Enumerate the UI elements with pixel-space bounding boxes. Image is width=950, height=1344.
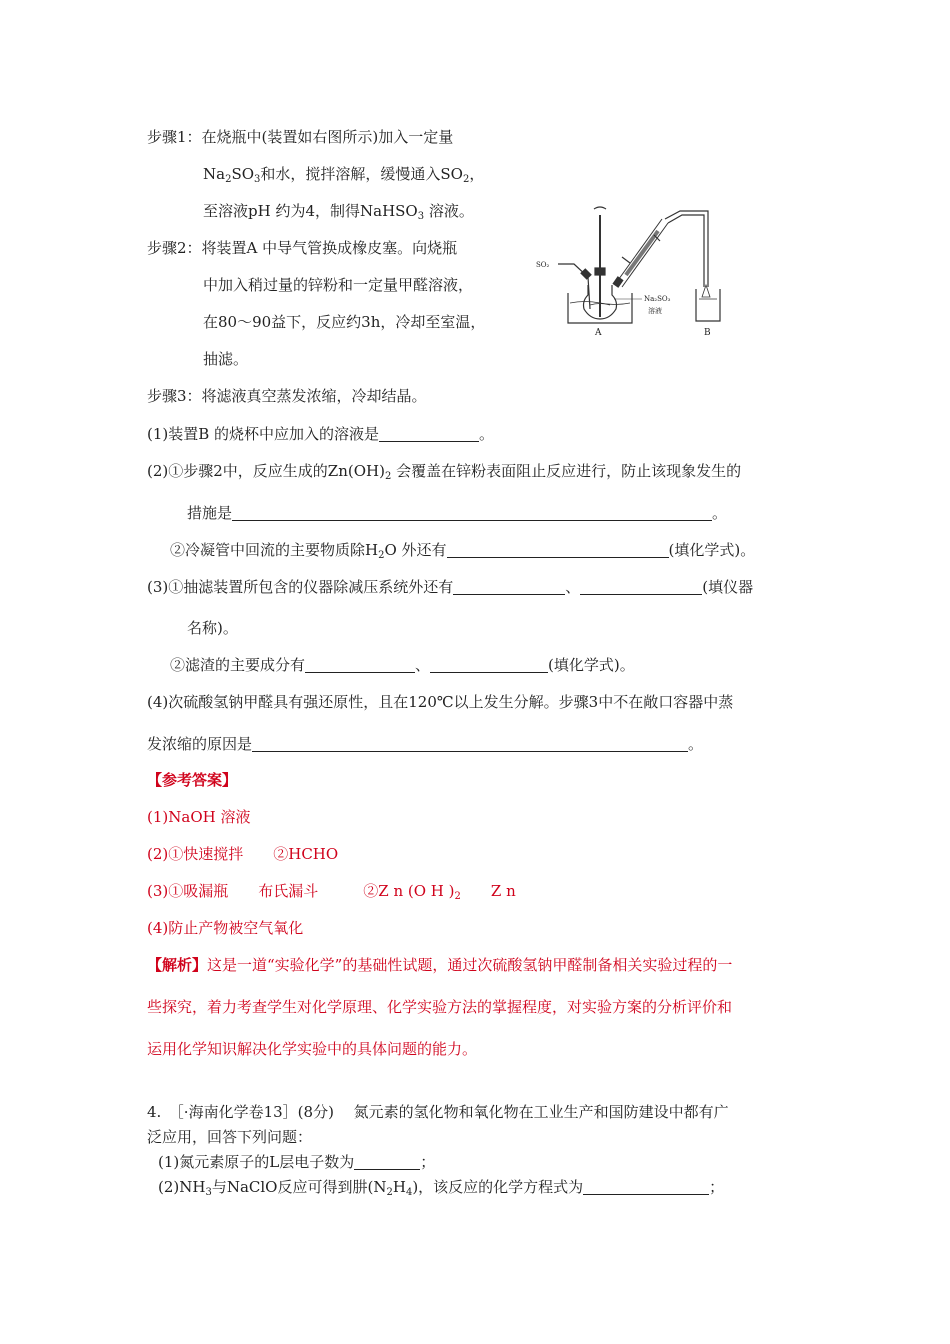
answer-4: (4)防止产物被空气氧化 [147, 919, 304, 937]
q4-sub1: (1)氮元素原子的L层电子数为 ； [158, 1153, 436, 1171]
q4-sub2: $(2)NH_3$与NaClO反应可得到肼$(N_2H_4)$，该反应的化学方程式为 ； [158, 1178, 725, 1198]
step2-line4: 抽滤。 [203, 350, 249, 368]
answer-blank-q4-2[interactable] [583, 1178, 709, 1195]
answer-blank-2a[interactable] [232, 504, 712, 521]
step2-line3: 在80～90益下，反应约3h，冷却至室温， [203, 313, 486, 331]
answer-blank-3b[interactable] [580, 578, 702, 595]
label-na2so3: Na₂SO₃ [644, 295, 671, 303]
label-solution: 溶液 [648, 307, 662, 315]
question-3-line3: ②滤渣的主要成分有 、 (填化学式)。 [170, 656, 635, 674]
question-3-line1: (3)①抽滤装置所包含的仪器除减压系统外还有 、 (填仪器 [147, 578, 754, 596]
q4-heading-line1: 4. ［·海南化学卷13］(8分) 氮元素的氢化物和氧化物在工业生产和国防建设中都有广 [147, 1103, 729, 1121]
step1-line2: $Na_2SO_3$和水，搅拌溶解，缓慢通入$SO_2$， [203, 165, 485, 185]
answer-blank-3a[interactable] [453, 578, 565, 595]
question-2-line3: ②冷凝管中回流的主要物质除$H_2O$ 外还有 (填化学式)。 [170, 541, 756, 561]
label-a: A [595, 328, 602, 338]
answer-blank-2b[interactable] [447, 541, 669, 558]
answer-blank-1[interactable] [379, 425, 479, 442]
question-2-line1: (2)①步骤2中，反应生成的$Zn(OH)_2$ 会覆盖在锌粉表面阻止反应进行，防止该现象发生的 [147, 462, 742, 482]
answer-blank-4[interactable] [252, 735, 688, 752]
answer-1: (1)NaOH 溶液 [147, 808, 251, 826]
analysis-label: 【解析】 [147, 956, 208, 974]
question-4-line1: (4)次硫酸氢钠甲醛具有强还原性，且在120℃以上发生分解。步骤3中不在敞口容器中蒸 [147, 693, 734, 711]
analysis-line1: 【解析】这是一道“实验化学”的基础性试题，通过次硫酸氢钠甲醛制备相关实验过程的一 [147, 956, 733, 974]
answer-blank-q4-1[interactable] [354, 1153, 420, 1170]
step1-line3: 至溶液pH 约为4，制得NaHSO$_3$ 溶液。 [203, 202, 474, 222]
answer-3: (3)①吸漏瓶 布氏漏斗 ②Z n (O H )$_2$ Z n [147, 882, 516, 902]
answer-blank-3d[interactable] [430, 656, 548, 673]
step2-line1: 步骤2：将装置A 中导气管换成橡皮塞。向烧瓶 [147, 239, 458, 257]
step3-line1: 步骤3：将滤液真空蒸发浓缩，冷却结晶。 [147, 387, 427, 405]
question-3-line2: 名称)。 [187, 619, 238, 637]
step1-line1: 步骤1：在烧瓶中(装置如右图所示)加入一定量 [147, 128, 454, 146]
label-b: B [704, 328, 711, 338]
question-4-line2: 发浓缩的原因是 。 [147, 735, 704, 753]
question-1: (1)装置B 的烧杯中应加入的溶液是 。 [147, 425, 495, 443]
answer-heading: 【参考答案】 [147, 771, 238, 789]
label-so2: SO₂ [536, 261, 550, 269]
analysis-line2: 些探究，着力考查学生对化学原理、化学实验方法的掌握程度，对实验方案的分析评价和 [147, 998, 733, 1016]
question-2-line2: 措施是 。 [187, 504, 728, 522]
step2-line2: 中加入稍过量的锌粉和一定量甲醛溶液， [203, 276, 474, 294]
analysis-line3: 运用化学知识解决化学实验中的具体问题的能力。 [147, 1040, 478, 1058]
q4-heading-line2: 泛应用，回答下列问题： [147, 1128, 313, 1146]
answer-blank-3c[interactable] [305, 656, 415, 673]
answer-2: (2)①快速搅拌 ②HCHO [147, 845, 339, 863]
apparatus-diagram [530, 205, 730, 340]
